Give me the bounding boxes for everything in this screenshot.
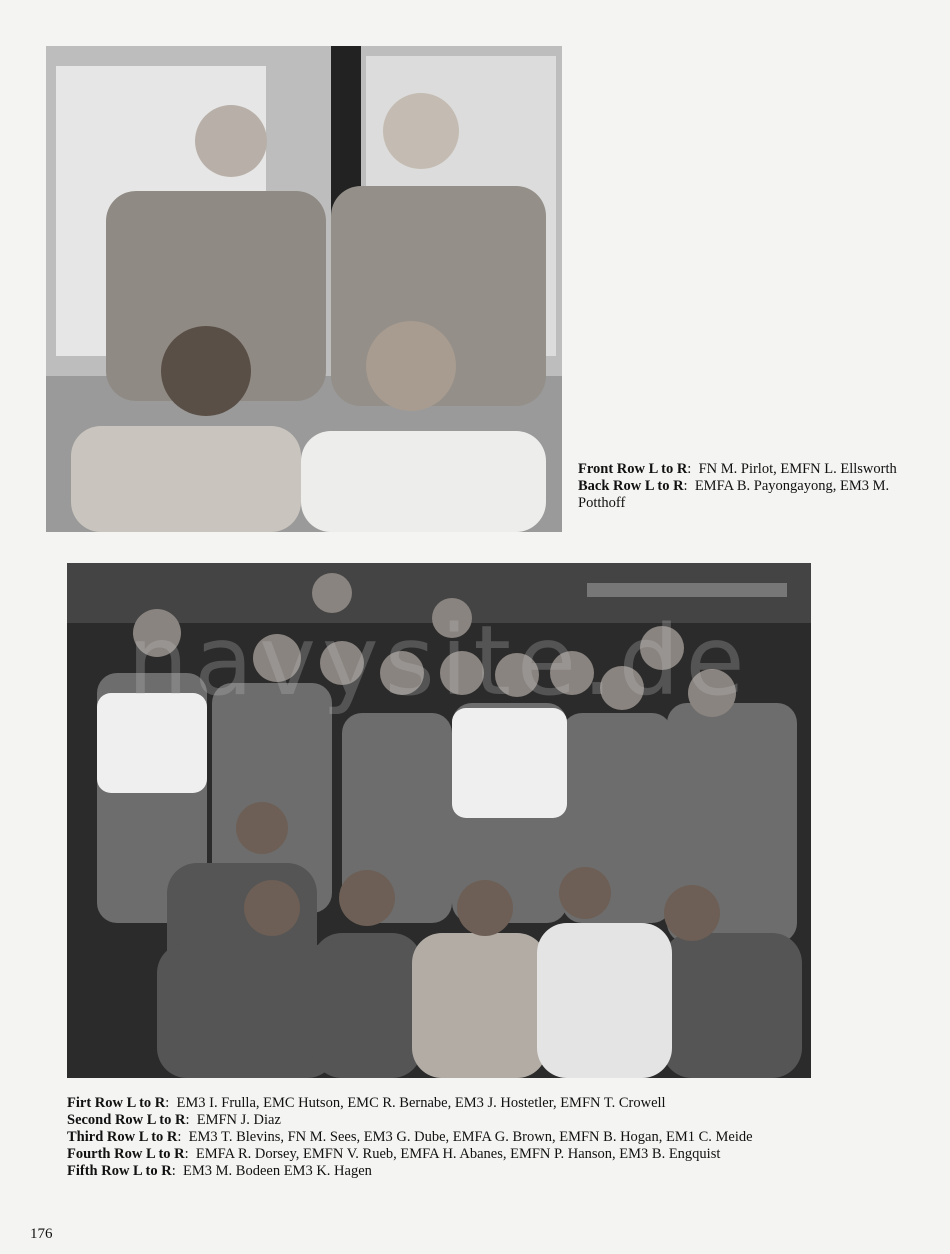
caption-label: Firt Row L to R (67, 1095, 166, 1111)
caption-names: EM3 M. Bodeen EM3 K. Hagen (183, 1163, 372, 1179)
caption-names: EMFA B. Payongayong, EM3 M. Potthoff (578, 478, 890, 511)
caption-label: Second Row L to R (67, 1112, 186, 1128)
caption-line: Second Row L to R: EMFN J. Diaz (67, 1112, 281, 1128)
page-number: 176 (30, 1226, 53, 1242)
caption-line: Firt Row L to R: EM3 I. Frulla, EMC Hutson, EMC R. Bernabe, EM3 J. Hostetler, EMFN T. Crowell (67, 1095, 666, 1111)
caption-label: Third Row L to R (67, 1129, 178, 1145)
caption-label: Fourth Row L to R (67, 1146, 185, 1162)
caption-names: EM3 T. Blevins, FN M. Sees, EM3 G. Dube, EMFA G. Brown, EMFN B. Hogan, EM1 C. Meide (188, 1129, 753, 1145)
top-group-photo-image (46, 46, 562, 532)
caption-names: EMFN J. Diaz (196, 1112, 281, 1128)
bottom-group-photo-image (67, 563, 811, 1078)
caption-label: Back Row L to R (578, 478, 684, 494)
bottom-photo-caption (67, 1095, 827, 1180)
caption-line: Back Row L to R: EMFA B. Payongayong, EM3 M. Potthoff (578, 478, 890, 511)
caption-line: Front Row L to R: FN M. Pirlot, EMFN L. Ellsworth (578, 461, 897, 477)
caption-names: FN M. Pirlot, EMFN L. Ellsworth (698, 461, 897, 477)
caption-line: Third Row L to R: EM3 T. Blevins, FN M. Sees, EM3 G. Dube, EMFA G. Brown, EMFN B. Hogan, EM1 C. Meide (67, 1129, 753, 1145)
caption-line: Fourth Row L to R: EMFA R. Dorsey, EMFN V. Rueb, EMFA H. Abanes, EMFN P. Hanson, EM3 B. Engquist (67, 1146, 721, 1162)
caption-names: EMFA R. Dorsey, EMFN V. Rueb, EMFA H. Abanes, EMFN P. Hanson, EM3 B. Engquist (195, 1146, 721, 1162)
caption-names: EM3 I. Frulla, EMC Hutson, EMC R. Bernabe, EM3 J. Hostetler, EMFN T. Crowell (176, 1095, 666, 1111)
bottom-group-photo (67, 563, 811, 1078)
watermark-text: navysite.de (127, 604, 751, 717)
caption-label: Fifth Row L to R (67, 1163, 172, 1179)
caption-line: Fifth Row L to R: EM3 M. Bodeen EM3 K. Hagen (67, 1163, 372, 1179)
caption-label: Front Row L to R (578, 461, 688, 477)
top-photo-caption (578, 461, 898, 512)
top-group-photo (46, 46, 562, 532)
